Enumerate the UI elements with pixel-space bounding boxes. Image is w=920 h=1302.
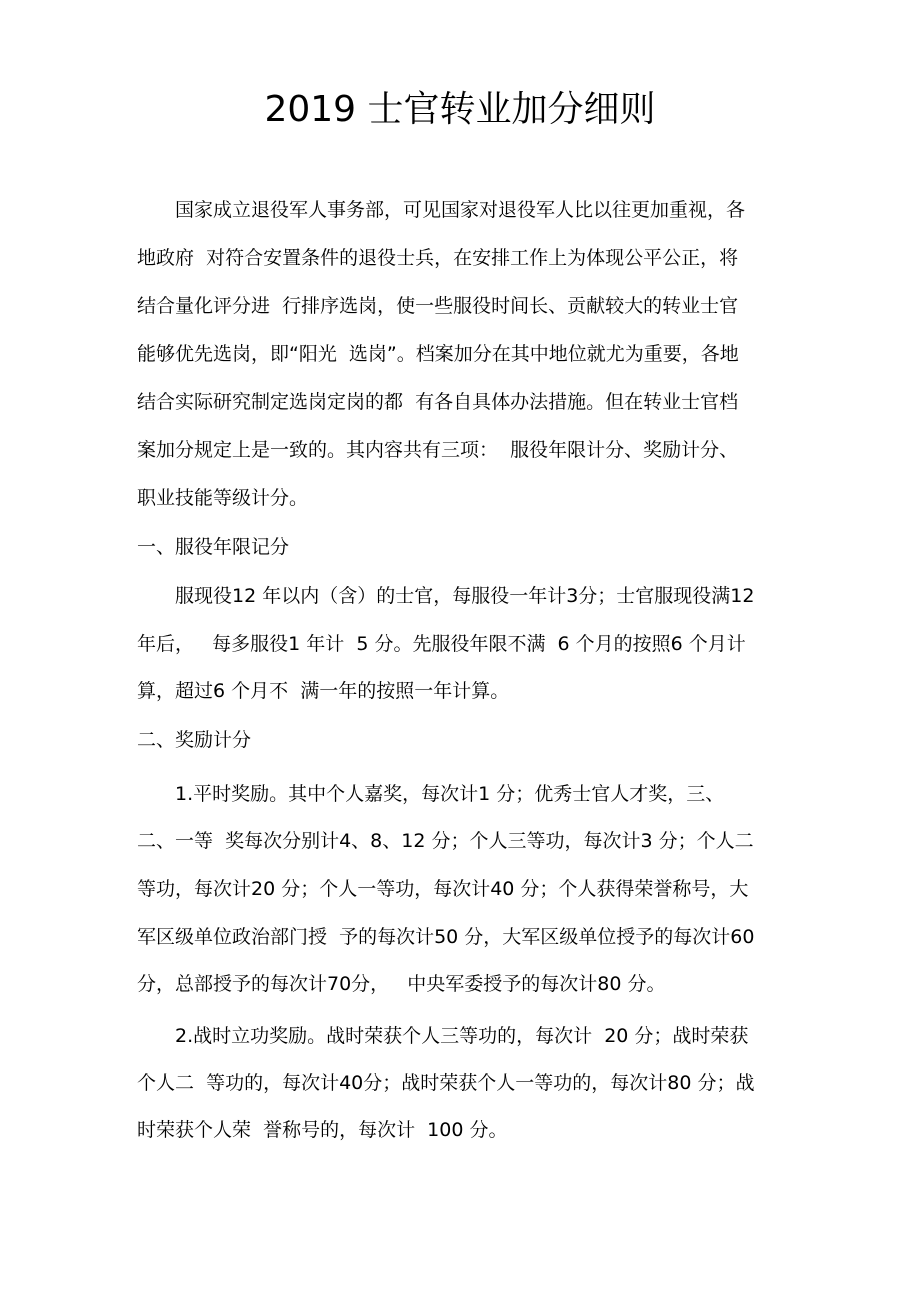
text-line: 1.平时奖励。其中个人嘉奖，每次计1 分；优秀士官人才奖，三、 bbox=[137, 783, 725, 805]
text-line: 算，超过6 个月不 满一年的按照一年计算。 bbox=[137, 680, 510, 702]
text-line: 地政府 对符合安置条件的退役士兵，在安排工作上为体现公平公正，将 bbox=[137, 247, 739, 269]
text-line: 结合量化评分进 行排序选岗，使一些服役时间长、贡献较大的转业士官 bbox=[137, 295, 739, 317]
text-line: 分，总部授予的每次计70分， 中央军委授予的每次计80 分。 bbox=[137, 973, 666, 995]
text-line: 结合实际研究制定选岗定岗的都 有各自具体办法措施。但在转业士官档 bbox=[137, 391, 739, 413]
text-line: 能够优先选岗，即“阳光 选岗”。档案加分在其中地位就尤为重要，各地 bbox=[137, 343, 739, 365]
text-line: 年后， 每多服役1 年计 5 分。先服役年限不满 6 个月的按照6 个月计 bbox=[137, 633, 746, 655]
text-line: 等功，每次计20 分；个人一等功，每次计40 分；个人获得荣誉称号，大 bbox=[137, 878, 749, 900]
text-line: 2.战时立功奖励。战时荣获个人三等功的，每次计 20 分；战时荣获 bbox=[137, 1025, 749, 1047]
text-line: 军区级单位政治部门授 予的每次计50 分，大军区级单位授予的每次计60 bbox=[137, 926, 755, 948]
text-line: 国家成立退役军人事务部，可见国家对退役军人比以往更加重视，各 bbox=[137, 199, 746, 221]
text-line: 职业技能等级计分。 bbox=[137, 487, 309, 509]
text-line: 时荣获个人荣 誉称号的，每次计 100 分。 bbox=[137, 1119, 508, 1141]
text-line: 个人二 等功的，每次计40分；战时荣获个人一等功的，每次计80 分；战 bbox=[137, 1072, 755, 1094]
text-line: 服现役12 年以内（含）的士官，每服役一年计3分；士官服现役满12 bbox=[137, 585, 755, 607]
section-heading: 一、服役年限记分 bbox=[137, 536, 290, 558]
section-heading: 二、奖励计分 bbox=[137, 729, 252, 751]
text-line: 二、一等 奖每次分别计4、8、12 分；个人三等功，每次计3 分；个人二 bbox=[137, 830, 754, 852]
text-line: 案加分规定上是一致的。其内容共有三项： 服役年限计分、奖励计分、 bbox=[137, 439, 739, 461]
document-title: 2019 士官转业加分细则 bbox=[264, 89, 656, 130]
